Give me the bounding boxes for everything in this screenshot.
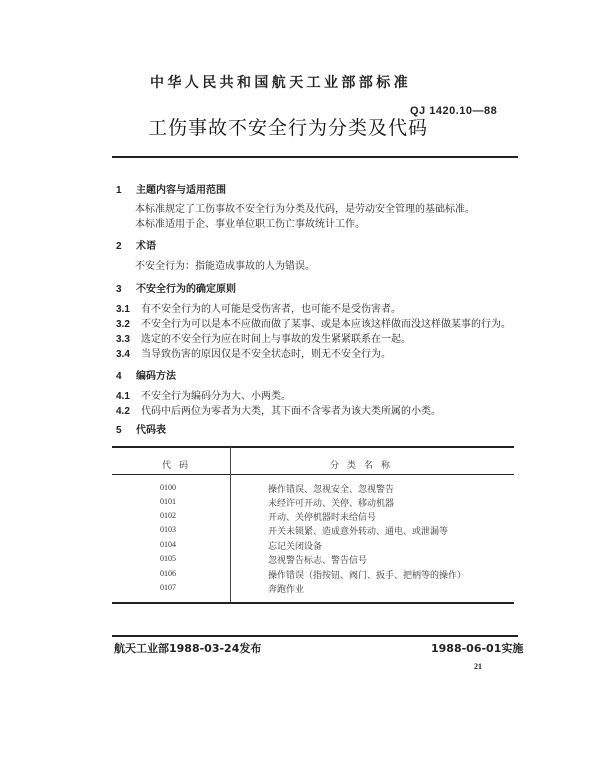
section-title: 术语 (136, 241, 156, 252)
table-header-code: 代码 (162, 461, 197, 471)
section-number: 2 (116, 241, 122, 252)
table-row-code: 0104 (160, 540, 176, 549)
paragraph: 本标准规定了工伤事故不安全行为分类及代码，是劳动安全管理的基础标准。 (135, 204, 475, 215)
table-row-code: 0103 (160, 525, 176, 534)
clause-item (116, 402, 441, 417)
clause-number: 4.1 (116, 391, 130, 402)
table-row-code: 0106 (160, 569, 176, 578)
table-row-name: 操作错误（指按钮、阀门、扳手、把柄等的操作） (268, 571, 467, 581)
section-1-heading (116, 181, 226, 196)
header-rule (112, 156, 518, 158)
section-number: 4 (116, 371, 122, 382)
table-row-name: 奔跑作业 (268, 585, 305, 595)
standard-code: QJ 1420.10—88 (410, 105, 498, 117)
section-number: 1 (116, 185, 122, 196)
page-number: 21 (474, 662, 482, 671)
clause-item (116, 387, 291, 402)
section-title: 编码方法 (136, 371, 176, 382)
table-row-name: 开关未锁紧、造成意外转动、通电、或泄漏等 (268, 527, 449, 537)
table-header-name: 分类名称 (330, 461, 399, 471)
section-5-heading (116, 421, 166, 436)
section-title: 代码表 (136, 425, 166, 436)
section-2-heading (116, 237, 156, 252)
clause-number: 3.4 (116, 349, 130, 360)
clause-number: 4.2 (116, 406, 130, 417)
clause-item (116, 300, 401, 315)
footer-rule (112, 635, 518, 637)
clause-number: 3.2 (116, 319, 130, 330)
section-title: 不安全行为的确定原则 (136, 284, 236, 295)
issuing-organization: 中华人民共和国航天工业部部标准 (150, 75, 411, 91)
clause-text: 选定的不安全行为应在时间上与事故的发生紧紧联系在一起。 (141, 334, 411, 345)
table-row-code: 0105 (160, 554, 176, 563)
clause-text: 有不安全行为的人可能是受伤害者，也可能不是受伤害者。 (141, 304, 401, 315)
clause-item (116, 330, 411, 345)
paragraph: 本标准适用于企、事业单位职工伤亡事故统计工作。 (135, 219, 365, 230)
table-row-code: 0100 (160, 483, 176, 492)
clause-text: 当导致伤害的原因仅是不安全状态时，则无不安全行为。 (141, 349, 391, 360)
clause-number: 3.3 (116, 334, 130, 345)
table-row-name: 忽视警告标志、警告信号 (268, 556, 368, 566)
clause-item (116, 345, 391, 360)
section-title: 主题内容与适用范围 (136, 185, 226, 196)
table-row-name: 未经许可开动、关停、移动机器 (268, 499, 395, 509)
section-4-heading (116, 367, 176, 382)
table-row-code: 0107 (160, 583, 176, 592)
clause-item (116, 315, 511, 330)
section-3-heading (116, 280, 236, 295)
section-number: 3 (116, 284, 122, 295)
table-row-code: 0101 (160, 497, 176, 506)
effective-date: 1988-06-01实施 (431, 642, 524, 655)
clause-text: 不安全行为可以是本不应做而做了某事、或是本应该这样做而没这样做某事的行为。 (141, 319, 511, 330)
clause-number: 3.1 (116, 304, 130, 315)
table-column-divider (230, 446, 231, 603)
clause-text: 不安全行为编码分为大、小两类。 (141, 391, 291, 402)
table-bottom-rule (112, 602, 514, 604)
document-title: 工伤事故不安全行为分类及代码 (148, 117, 429, 139)
table-row-name: 操作错误、忽视安全、忽视警告 (268, 485, 395, 495)
table-header-rule (112, 474, 514, 475)
table-row-code: 0102 (160, 511, 176, 520)
table-row-name: 忘记关闭设备 (268, 542, 323, 552)
table-row-name: 开动、关停机器时未给信号 (268, 513, 377, 523)
section-number: 5 (116, 425, 122, 436)
paragraph: 不安全行为：指能造成事故的人为错误。 (135, 261, 315, 272)
table-top-rule (112, 446, 514, 448)
issue-date: 航天工业部1988-03-24发布 (114, 642, 262, 655)
clause-text: 代码中后两位为零者为大类，其下面不含零者为该大类所属的小类。 (141, 406, 441, 417)
